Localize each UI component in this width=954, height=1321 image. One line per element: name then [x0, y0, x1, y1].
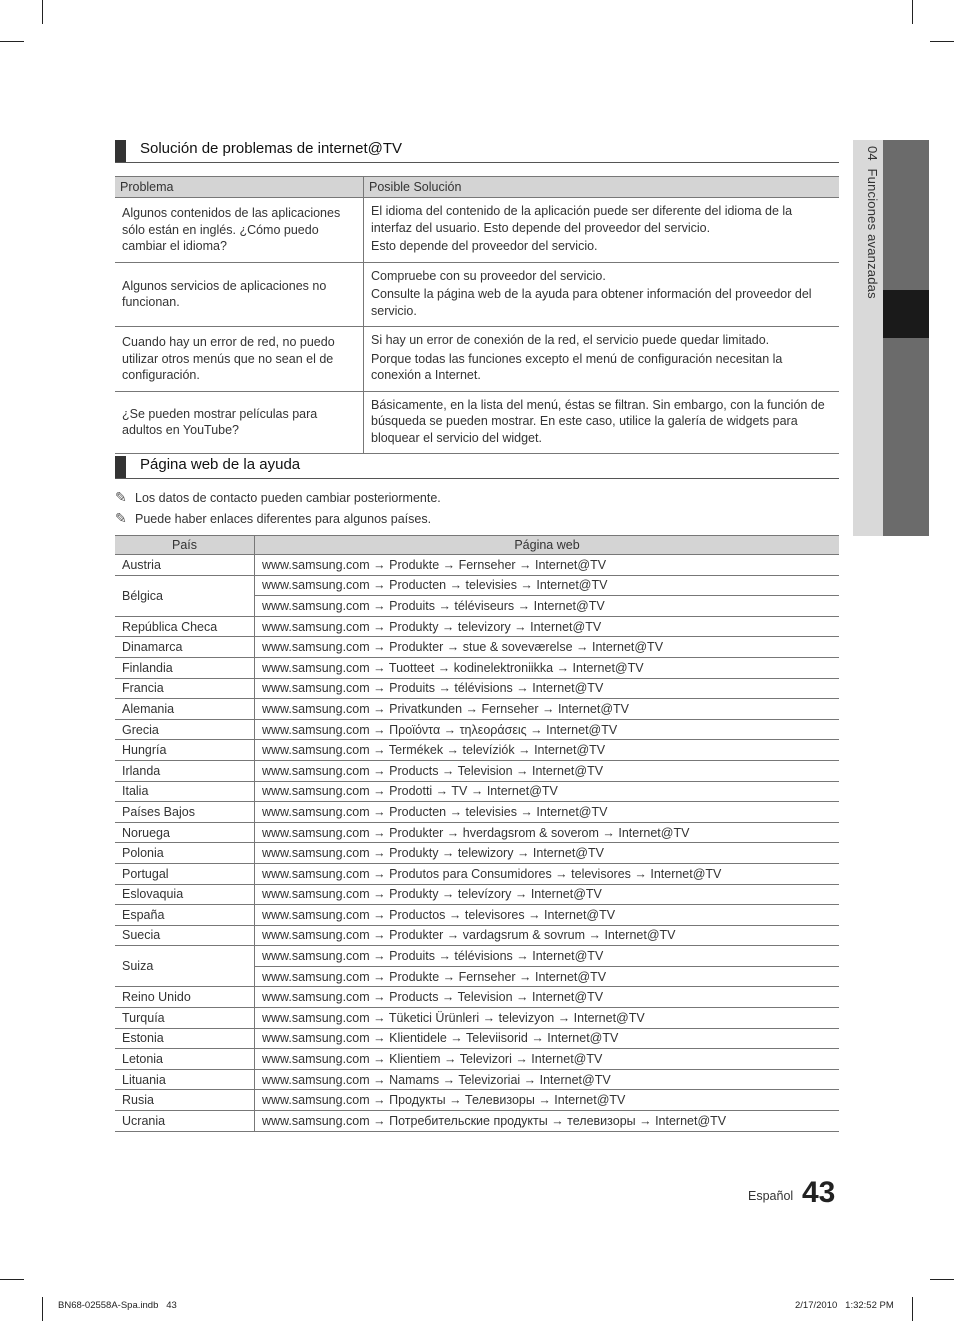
url-cell: www.samsung.com → Προϊόντα → τηλεοράσεις → Internet@TV: [255, 719, 840, 740]
solution-text: Porque todas las funciones excepto el menú de configuración necesitan la conexión a Internet.: [371, 351, 783, 382]
url-cell: www.samsung.com → Produits → télévisions → Internet@TV: [255, 946, 840, 967]
country-cell: Austria: [115, 555, 255, 576]
solution-text: El idioma del contenido de la aplicación puede ser diferente del idioma de la interfaz del usuario. Esto depende del proveedor del servicio.: [371, 204, 793, 235]
url-cell: www.samsung.com → Produits → téléviseurs → Internet@TV: [255, 596, 840, 617]
country-cell: Noruega: [115, 822, 255, 843]
country-cell: Suiza: [115, 946, 255, 987]
problem-cell: Algunos contenidos de las aplicaciones sólo están en inglés. ¿Cómo puedo cambiar el idioma?: [115, 198, 364, 263]
country-cell: Francia: [115, 678, 255, 699]
url-cell: www.samsung.com → Products → Television → Internet@TV: [255, 760, 840, 781]
crop-mark: [930, 41, 954, 42]
section-heading: Solución de problemas de internet@TV: [140, 140, 403, 157]
solution-text: Esto depende del proveedor del servicio.: [371, 239, 598, 253]
crop-mark: [912, 1297, 913, 1321]
table-row: [115, 575, 839, 596]
table-row: [115, 1008, 839, 1029]
country-cell: Irlanda: [115, 760, 255, 781]
country-cell: Finlandia: [115, 657, 255, 678]
country-cell: Italia: [115, 781, 255, 802]
url-cell: www.samsung.com → Producten → televisies → Internet@TV: [255, 575, 840, 596]
note-text: Puede haber enlaces diferentes para algunos países.: [135, 512, 432, 526]
url-cell: www.samsung.com → Produkty → telewizory → Internet@TV: [255, 843, 840, 864]
country-cell: Alemania: [115, 699, 255, 720]
country-cell: Portugal: [115, 863, 255, 884]
table-row: [115, 616, 839, 637]
url-cell: www.samsung.com → Termékek → televíziók → Internet@TV: [255, 740, 840, 761]
chapter-label: [858, 146, 880, 346]
table-row: [115, 699, 839, 720]
url-cell: www.samsung.com → Namams → Televizoriai → Internet@TV: [255, 1069, 840, 1090]
url-cell: www.samsung.com → Tüketici Ürünleri → televizyon → Internet@TV: [255, 1008, 840, 1029]
country-cell: Lituania: [115, 1069, 255, 1090]
table-row: [115, 1049, 839, 1070]
url-cell: www.samsung.com → Produits → télévisions → Internet@TV: [255, 678, 840, 699]
table-row: [115, 802, 839, 823]
url-cell: www.samsung.com → Produkter → hverdagsrom & soverom → Internet@TV: [255, 822, 840, 843]
url-cell: www.samsung.com → Потребительские продукты → телевизоры → Internet@TV: [255, 1111, 840, 1132]
footer-file: BN68-02558A-Spa.indb 43: [58, 1300, 177, 1311]
table-row: [115, 740, 839, 761]
country-cell: Hungría: [115, 740, 255, 761]
table-row: [115, 262, 839, 327]
url-cell: www.samsung.com → Produkty → televizory → Internet@TV: [255, 616, 840, 637]
note: [115, 489, 441, 506]
column-header: Página web: [255, 536, 840, 555]
table-row: [115, 925, 839, 946]
website-table-body: [115, 555, 839, 1132]
table-row: [115, 555, 839, 576]
solution-cell: [364, 198, 840, 263]
url-cell: www.samsung.com → Products → Television → Internet@TV: [255, 987, 840, 1008]
section-heading: Página web de la ayuda: [140, 456, 301, 473]
pencil-icon: ✎: [115, 489, 127, 505]
table-row: [115, 678, 839, 699]
problem-cell: Cuando hay un error de red, no puedo utilizar otros menús que no sean el de configuración.: [115, 327, 364, 392]
table-row: [115, 198, 839, 263]
url-cell: www.samsung.com → Produtos para Consumidores → televisores → Internet@TV: [255, 863, 840, 884]
country-cell: Estonia: [115, 1028, 255, 1049]
page-number: 43: [802, 1176, 836, 1209]
problem-cell: ¿Se pueden mostrar películas para adultos en YouTube?: [115, 391, 364, 454]
table-row: [115, 946, 839, 967]
solution-text: Básicamente, en la lista del menú, éstas se filtran. Sin embargo, con la función de búsqueda se pueden mostrar. En este caso, utilice la galería de widgets para bloquear el servicio del widget.: [371, 397, 825, 445]
column-header: Problema: [115, 177, 364, 198]
solution-text: Compruebe con su proveedor del servicio.: [371, 268, 606, 283]
table-row: [115, 884, 839, 905]
solution-cell: [364, 327, 840, 392]
country-cell: Polonia: [115, 843, 255, 864]
page-language: Español: [748, 1189, 794, 1203]
footer-datetime: 2/17/2010 1:32:52 PM: [795, 1300, 894, 1311]
table-row: [115, 760, 839, 781]
url-cell: www.samsung.com → Producten → televisies → Internet@TV: [255, 802, 840, 823]
column-header: Posible Solución: [364, 177, 840, 198]
solution-cell: [364, 262, 840, 327]
table-row: [115, 863, 839, 884]
table-row: [115, 987, 839, 1008]
section-title-troubleshooting: [115, 140, 839, 163]
table-row: [115, 822, 839, 843]
table-row: [115, 637, 839, 658]
country-cell: España: [115, 905, 255, 926]
crop-mark: [930, 1279, 954, 1280]
table-row: [115, 327, 839, 392]
country-cell: Grecia: [115, 719, 255, 740]
country-cell: Bélgica: [115, 575, 255, 616]
country-cell: Letonia: [115, 1049, 255, 1070]
column-header: País: [115, 536, 255, 555]
table-row: [115, 719, 839, 740]
crop-mark: [912, 0, 913, 24]
url-cell: www.samsung.com → Produkter → stue & soveværelse → Internet@TV: [255, 637, 840, 658]
table-row: [115, 781, 839, 802]
country-cell: Reino Unido: [115, 987, 255, 1008]
crop-mark: [42, 0, 43, 24]
country-cell: Rusia: [115, 1090, 255, 1111]
table-row: [115, 391, 839, 454]
crop-mark: [0, 1279, 24, 1280]
table-row: [115, 1069, 839, 1090]
solution-text: Si hay un error de conexión de la red, el servicio puede quedar limitado.: [371, 333, 770, 347]
country-cell: Dinamarca: [115, 637, 255, 658]
country-cell: Suecia: [115, 925, 255, 946]
url-cell: www.samsung.com → Produkty → televízory → Internet@TV: [255, 884, 840, 905]
country-cell: Turquía: [115, 1008, 255, 1029]
section-bar: [115, 456, 126, 478]
url-cell: www.samsung.com → Klientiem → Televizori → Internet@TV: [255, 1049, 840, 1070]
section-title-help-website: [115, 456, 839, 479]
url-cell: www.samsung.com → Prodotti → TV → Internet@TV: [255, 781, 840, 802]
troubleshooting-table: [115, 176, 839, 454]
website-table: [115, 535, 839, 1132]
note: [115, 510, 431, 527]
note-text: Los datos de contacto pueden cambiar posteriormente.: [135, 491, 441, 505]
solution-cell: [364, 391, 840, 454]
url-cell: www.samsung.com → Productos → televisores → Internet@TV: [255, 905, 840, 926]
country-cell: Eslovaquia: [115, 884, 255, 905]
crop-mark: [0, 41, 24, 42]
table-row: [115, 1111, 839, 1132]
url-cell: www.samsung.com → Privatkunden → Fernseher → Internet@TV: [255, 699, 840, 720]
url-cell: www.samsung.com → Produkter → vardagsrum & sovrum → Internet@TV: [255, 925, 840, 946]
url-cell: www.samsung.com → Produkte → Fernseher → Internet@TV: [255, 966, 840, 987]
chapter-tab-strip: [883, 140, 929, 536]
table-row: [115, 657, 839, 678]
table-row: [115, 1028, 839, 1049]
solution-text: Consulte la página web de la ayuda para obtener información del proveedor del servicio.: [371, 287, 812, 318]
country-cell: Ucrania: [115, 1111, 255, 1132]
chapter-tab-marker: [883, 290, 929, 338]
country-cell: República Checa: [115, 616, 255, 637]
chapter-title: Funciones avanzadas: [865, 168, 880, 299]
table-row: [115, 905, 839, 926]
pencil-icon: ✎: [115, 510, 127, 526]
table-header-row: [115, 177, 839, 198]
table-header-row: [115, 536, 839, 555]
section-bar: [115, 140, 126, 162]
table-row: [115, 1090, 839, 1111]
table-row: [115, 843, 839, 864]
url-cell: www.samsung.com → Klientidele → Televiisorid → Internet@TV: [255, 1028, 840, 1049]
chapter-number: 04: [865, 146, 880, 161]
problem-cell: Algunos servicios de aplicaciones no funcionan.: [115, 262, 364, 327]
url-cell: www.samsung.com → Продукты → Телевизоры → Internet@TV: [255, 1090, 840, 1111]
url-cell: www.samsung.com → Produkte → Fernseher → Internet@TV: [255, 555, 840, 576]
crop-mark: [42, 1297, 43, 1321]
url-cell: www.samsung.com → Tuotteet → kodinelektroniikka → Internet@TV: [255, 657, 840, 678]
country-cell: Países Bajos: [115, 802, 255, 823]
